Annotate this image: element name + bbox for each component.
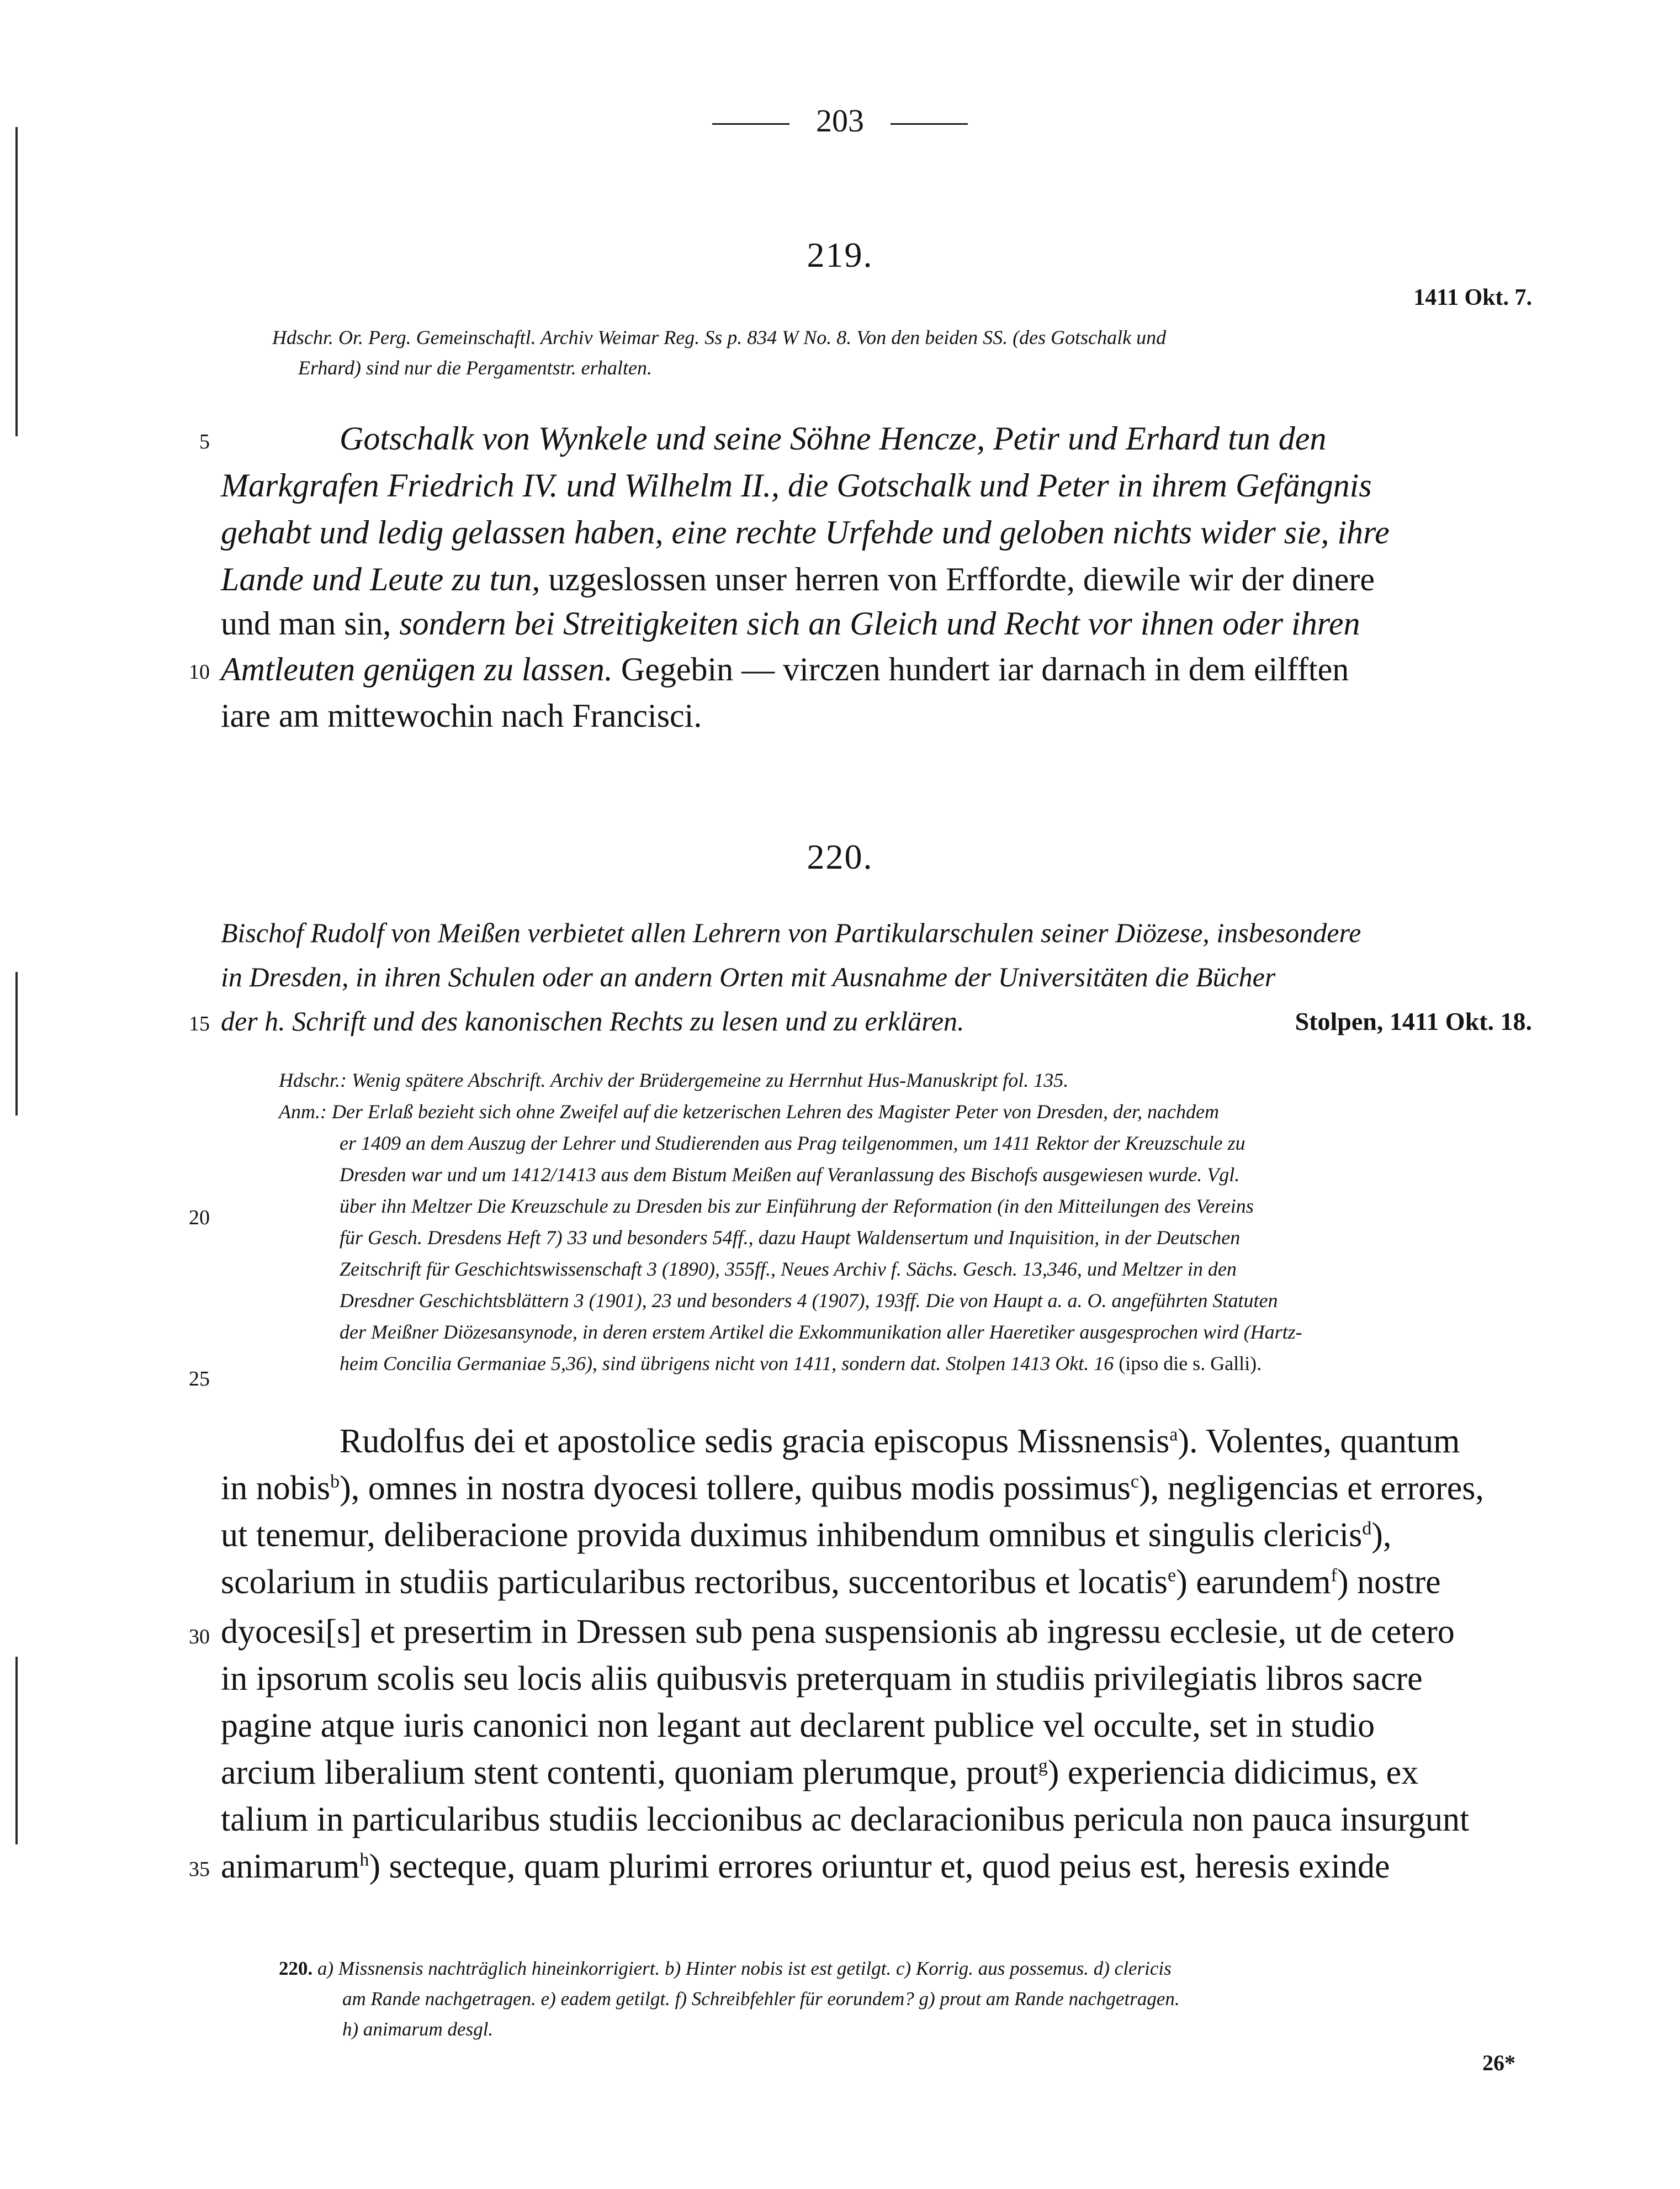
regest-italic: Lande und Leute zu tun, (221, 561, 540, 598)
note-line: Dresdner Geschichtsblättern 3 (1901), 23 und besonders 4 (1907), 193ff. Die von Haupt a. a. O. angeführten Statuten (340, 1289, 1278, 1312)
quoted-text: uzgeslossen unser herren von Erffordte, diewile wir der dinere (548, 561, 1375, 598)
footnote-marker: e (1167, 1565, 1176, 1586)
regest-line: Markgrafen Friedrich IV. und Wilhelm II., die Gotschalk und Peter in ihrem Gefängnis (221, 467, 1372, 504)
line-number: 30 (189, 1625, 210, 1648)
document-number-219: 219. (807, 235, 873, 274)
regest-line: in Dresden, in ihren Schulen oder an andern Orten mit Ausnahme der Universitäten die Bücher (221, 961, 1276, 992)
line-number: 10 (189, 660, 210, 684)
rule-left (712, 123, 789, 125)
footnote-line: h) animarum desgl. (342, 2018, 494, 2040)
note-line: über ihn Meltzer Die Kreuzschule zu Dresden bis zur Einführung der Reformation (in den Mitteilungen des Vereins (340, 1195, 1254, 1217)
text-span: ). Volentes, quantum (1178, 1423, 1460, 1460)
text-span: Rudolfus dei et apostolice sedis gracia episcopus Missnensis (340, 1423, 1170, 1460)
text-line (221, 1847, 1390, 1886)
text-span: ut tenemur, deliberacione provida duximus inhibendum omnibus et singulis clericis (221, 1516, 1363, 1554)
note-roman: (ipso die s. Galli). (1119, 1352, 1262, 1374)
scan-edge-line (15, 127, 18, 436)
regest-line: gehabt und ledig gelassen haben, eine rechte Urfehde und geloben nichts wider sie, ihre (221, 514, 1390, 551)
line-number: 20 (189, 1206, 210, 1229)
note-line: er 1409 an dem Auszug der Lehrer und Studierenden aus Prag teilgenommen, um 1411 Rektor der Kreuzschule zu (340, 1132, 1246, 1154)
regest-line: Gotschalk von Wynkele und seine Söhne Hencze, Petir und Erhard tun den (340, 420, 1327, 457)
regest-line (221, 651, 1349, 689)
text-line: pagine atque iuris canonici non legant aut declarent publice vel occulte, set in studio (221, 1707, 1375, 1744)
signature-mark: 26* (1482, 2050, 1515, 2075)
line-number: 5 (199, 430, 210, 453)
footnote-label: 220. (279, 1958, 313, 1979)
text-span: in nobis (221, 1469, 331, 1507)
text-span: ), (1371, 1516, 1392, 1554)
quoted-text: und man sin, (221, 605, 391, 642)
footnote-marker: f (1331, 1565, 1338, 1586)
page-number: 203 (816, 103, 864, 139)
regest-italic: sondern bei Streitigkeiten sich an Gleich und Recht vor ihnen oder ihren (399, 605, 1360, 642)
source-line: Hdschr. Or. Perg. Gemeinschaftl. Archiv Weimar Reg. Ss p. 834 W No. 8. Von den beiden SS. (des Gotschalk und (272, 326, 1167, 348)
quoted-text: Gegebin — virczen hundert iar darnach in dem eilfften (621, 651, 1349, 688)
text-span: arcium liberalium stent contenti, quoniam plerumque, prout (221, 1754, 1038, 1791)
rule-right (891, 123, 968, 125)
note-line: Zeitschrift für Geschichtswissenschaft 3 (1890), 355ff., Neues Archiv f. Sächs. Gesch. 13,346, und Meltzer in den (340, 1258, 1237, 1280)
place-date-220: Stolpen, 1411 Okt. 18. (1295, 1007, 1532, 1035)
note-line: Anm.: Der Erlaß bezieht sich ohne Zweifel auf die ketzerischen Lehren des Magister Peter von Dresden, der, nachdem (279, 1101, 1219, 1123)
scan-edge-line (15, 1657, 18, 1844)
document-date-219: 1411 Okt. 7. (1413, 285, 1532, 310)
note-line (340, 1352, 1262, 1375)
text-span: ) earundem (1176, 1563, 1331, 1601)
line-number: 35 (189, 1858, 210, 1881)
line-number: 15 (189, 1012, 210, 1035)
footnote-line (279, 1958, 1172, 1980)
page-number-row (0, 102, 1680, 139)
regest-italic: Amtleuten genügen zu lassen. (221, 651, 613, 688)
footnote-marker: h (359, 1849, 369, 1870)
text-line (221, 1753, 1418, 1793)
line-number: 25 (189, 1367, 210, 1390)
note-line: für Gesch. Dresdens Heft 7) 33 und besonders 54ff., dazu Haupt Waldensertum und Inquisition, in der Deutschen (340, 1226, 1241, 1249)
note-italic: heim Concilia Germaniae 5,36), sind übrigens nicht von 1411, sondern dat. Stolpen 1413 Okt. 16 (340, 1352, 1114, 1374)
text-span: ), negligencias et errores, (1139, 1469, 1484, 1507)
scan-edge-line (15, 972, 18, 1115)
text-line: dyocesi[s] et presertim in Dressen sub pena suspensionis ab ingressu ecclesie, ut de cetero (221, 1613, 1455, 1651)
text-line (221, 1469, 1484, 1508)
text-span: ) secteque, quam plurimi errores oriuntur et, quod peius est, heresis exinde (369, 1848, 1390, 1885)
note-line: Dresden war und um 1412/1413 aus dem Bistum Meißen auf Veranlassung des Bischofs ausgewiesen wurde. Vgl. (340, 1164, 1240, 1186)
note-line: der Meißner Diözesansynode, in deren erstem Artikel die Exkommunikation aller Haeretiker ausgesprochen wird (Hartz- (340, 1321, 1302, 1343)
text-span: ) experiencia didicimus, ex (1047, 1754, 1419, 1791)
footnote-line: am Rande nachgetragen. e) eadem getilgt. f) Schreibfehler für eorundem? g) prout am Rande nachgetragen. (342, 1988, 1180, 2010)
footnote-marker: b (330, 1471, 340, 1492)
text-span: ), omnes in nostra dyocesi tollere, quibus modis possimus (340, 1469, 1131, 1507)
text-line: talium in particularibus studiis leccionibus ac declaracionibus pericula non pauca insurgunt (221, 1801, 1470, 1838)
source-line: Hdschr.: Wenig spätere Abschrift. Archiv der Brüdergemeine zu Herrnhut Hus-Manuskript fol. 135. (279, 1069, 1069, 1091)
footnote-marker: d (1362, 1518, 1372, 1539)
document-number-220: 220. (807, 837, 873, 876)
text-line (340, 1422, 1460, 1461)
text-span: ) nostre (1337, 1563, 1441, 1601)
footnote-text: a) Missnensis nachträglich hineinkorrigiert. b) Hinter nobis ist est getilgt. c) Korrig. aus possemus. d) clericis (317, 1958, 1172, 1979)
text-span: animarum (221, 1848, 360, 1885)
source-line: Erhard) sind nur die Pergamentstr. erhalten. (298, 357, 652, 379)
text-line: in ipsorum scolis seu locis aliis quibusvis preterquam in studiis privilegiatis libros sacre (221, 1660, 1423, 1698)
regest-line (221, 605, 1360, 643)
regest-line: iare am mittewochin nach Francisci. (221, 697, 702, 734)
regest-line: der h. Schrift und des kanonischen Rechts zu lesen und zu erklären. (221, 1006, 964, 1037)
regest-line: Bischof Rudolf von Meißen verbietet allen Lehrern von Partikularschulen seiner Diözese, insbesondere (221, 917, 1361, 948)
text-line (221, 1516, 1391, 1555)
footnote-marker: g (1038, 1756, 1048, 1776)
text-line (221, 1563, 1441, 1602)
text-span: scolarium in studiis particularibus rectoribus, succentoribus et locatis (221, 1563, 1168, 1601)
footnote-marker: a (1169, 1424, 1178, 1445)
regest-line (221, 561, 1375, 599)
footnote-marker: c (1130, 1471, 1140, 1492)
